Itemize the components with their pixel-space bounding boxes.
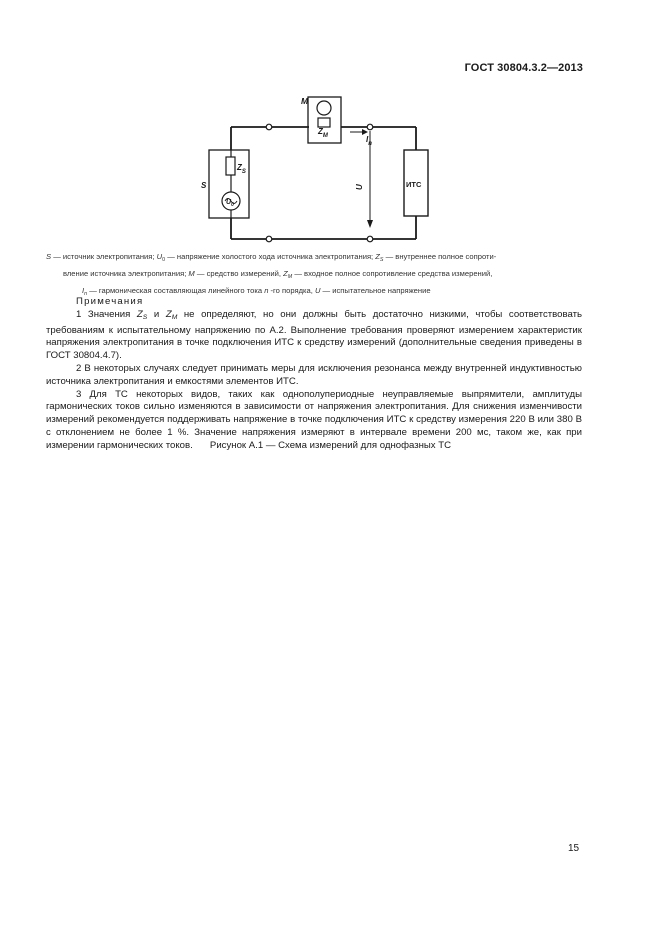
meter-icon: [317, 101, 331, 115]
svg-text:ZS: $Z_S$: [237, 163, 246, 175]
note-1: 1 Значения $Z_S$ и $Z_M$ не определяют, но они должны быть достаточно низкими, чтобы соответствовать требованиям к испытательному напряжению по А.2. Выполнение требования проверяют измерением характеристик напряжения электропитания в точке подключения ИТС к средству измерений (дополнительные сведения приведены в ГОСТ 30804.4.7).: [46, 308, 582, 362]
label-in: I: [366, 135, 369, 144]
note-2: 2 В некоторых случаях следует принимать меры для исключения резонанса между внутренней индуктивностью источника электропитания и емкостями элементов ИТС.: [46, 362, 582, 387]
zm-resistor: [318, 118, 330, 127]
document-header: ГОСТ 30804.3.2—2013: [464, 62, 583, 74]
label-m: M: [301, 96, 309, 106]
note-3: 3 Для ТС некоторых видов, таких как однополупериодные неуправляемые выпрямители, амплитуды гармонических токов сильно изменяются в зависимости от напряжения электропитания. Для снижения изменчивости измерений рекомендуется поддерживать напряжение в точке подключения ИТС к средству измерения 220 В или 380 В с отклонением не более 1 %. Значение напряжения измеряют в интервале времени 200 мс, таком же, как при измерении гармонических токов.: [46, 388, 582, 451]
zs-resistor: [226, 157, 235, 175]
terminal-top-1: [266, 124, 272, 130]
svg-text:ZM: $Z_M$: [318, 127, 328, 139]
svg-text:U0: $U_0$: [226, 199, 234, 208]
notes-section: [46, 296, 582, 453]
svg-text:In: $I_n$: [366, 135, 372, 147]
page-number: 15: [568, 843, 580, 854]
notes-title: Примечания: [76, 296, 144, 307]
figure-caption: Рисунок А.1 — Схема измерений для однофазных ТС: [209, 440, 452, 451]
label-zm: Z: [318, 127, 323, 136]
label-its: ИТС: [406, 180, 422, 189]
terminal-bottom-2: [367, 236, 373, 242]
figure-legend: S — источник электропитания; $U_0$ — напряжение холостого хода источника электропитания; $Z_S$ — внутреннее полное сопроти- вление источника электропитания; M — средство измерений, $Z_M$ — входное полное сопротивление средства измерений, $I_n$ — гармоническая составляющая линейного тока n -го порядка, U — испытательное напряжение: [46, 252, 497, 297]
label-u: U: [355, 184, 364, 190]
terminal-top-2: [367, 124, 373, 130]
terminal-bottom-1: [266, 236, 272, 242]
label-zs: Z: [237, 163, 242, 172]
source-box: [209, 150, 249, 218]
label-u0: U: [226, 199, 232, 206]
circuit-diagram: [0, 0, 661, 260]
label-s: S: [201, 181, 207, 190]
